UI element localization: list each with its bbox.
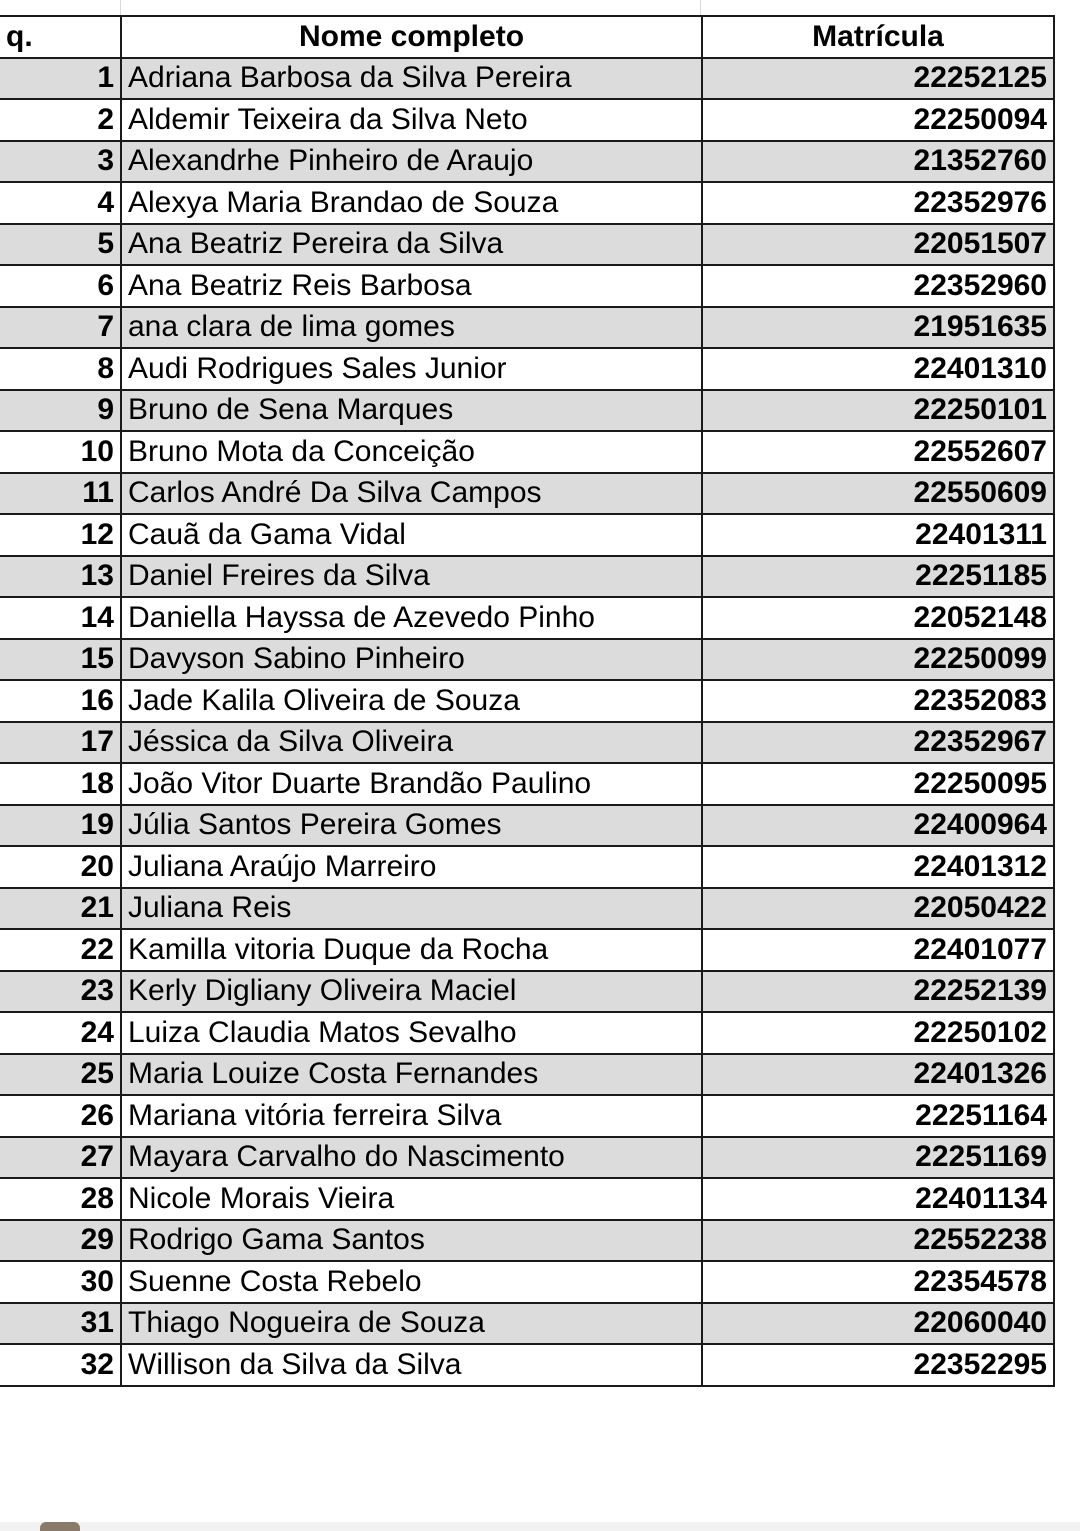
seq-cell: 8 <box>0 348 121 390</box>
name-cell: Kerly Digliany Oliveira Maciel <box>121 971 702 1013</box>
spreadsheet-top-strip <box>0 0 1080 16</box>
name-cell: Audi Rodrigues Sales Junior <box>121 348 702 390</box>
seq-cell: 4 <box>0 182 121 224</box>
seq-cell: 22 <box>0 929 121 971</box>
table-row <box>0 1261 1054 1303</box>
table-row <box>0 1220 1054 1262</box>
table-row <box>0 431 1054 473</box>
table-row <box>0 1344 1054 1386</box>
seq-cell: 2 <box>0 99 121 141</box>
seq-cell: 16 <box>0 680 121 722</box>
seq-cell: 10 <box>0 431 121 473</box>
seq-cell: 25 <box>0 1054 121 1096</box>
column-divider <box>700 0 701 16</box>
name-cell: Alexya Maria Brandao de Souza <box>121 182 702 224</box>
matricula-cell: 22250095 <box>702 763 1054 805</box>
name-cell: Kamilla vitoria Duque da Rocha <box>121 929 702 971</box>
seq-cell: 24 <box>0 1012 121 1054</box>
seq-cell: 13 <box>0 556 121 598</box>
name-cell: Ana Beatriz Reis Barbosa <box>121 265 702 307</box>
name-cell: Juliana Reis <box>121 888 702 930</box>
matricula-cell: 22251185 <box>702 556 1054 598</box>
matricula-cell: 22401311 <box>702 514 1054 556</box>
table-row <box>0 265 1054 307</box>
name-cell: ana clara de lima gomes <box>121 307 702 349</box>
table-row <box>0 1012 1054 1054</box>
seq-cell: 3 <box>0 141 121 183</box>
matricula-cell: 22352083 <box>702 680 1054 722</box>
table-row <box>0 846 1054 888</box>
matricula-cell: 22250101 <box>702 390 1054 432</box>
matricula-cell: 22252139 <box>702 971 1054 1013</box>
header-row <box>0 16 1054 58</box>
name-cell: João Vitor Duarte Brandão Paulino <box>121 763 702 805</box>
matricula-cell: 21352760 <box>702 141 1054 183</box>
table-row <box>0 1178 1054 1220</box>
name-cell: Bruno Mota da Conceição <box>121 431 702 473</box>
table-row <box>0 888 1054 930</box>
seq-cell: 19 <box>0 805 121 847</box>
table-row <box>0 182 1054 224</box>
matricula-cell: 22552238 <box>702 1220 1054 1262</box>
seq-cell: 29 <box>0 1220 121 1262</box>
table-row <box>0 971 1054 1013</box>
table-body <box>0 58 1054 1386</box>
matricula-cell: 21951635 <box>702 307 1054 349</box>
name-cell: Nicole Morais Vieira <box>121 1178 702 1220</box>
name-cell: Rodrigo Gama Santos <box>121 1220 702 1262</box>
name-cell: Maria Louize Costa Fernandes <box>121 1054 702 1096</box>
matricula-cell: 22352960 <box>702 265 1054 307</box>
name-cell: Thiago Nogueira de Souza <box>121 1303 702 1345</box>
seq-cell: 21 <box>0 888 121 930</box>
matricula-cell: 22354578 <box>702 1261 1054 1303</box>
seq-cell: 27 <box>0 1137 121 1179</box>
name-cell: Bruno de Sena Marques <box>121 390 702 432</box>
name-cell: Alexandrhe Pinheiro de Araujo <box>121 141 702 183</box>
seq-cell: 9 <box>0 390 121 432</box>
name-cell: Adriana Barbosa da Silva Pereira <box>121 58 702 100</box>
matricula-cell: 22552607 <box>702 431 1054 473</box>
seq-cell: 14 <box>0 597 121 639</box>
name-cell: Willison da Silva da Silva <box>121 1344 702 1386</box>
matricula-cell: 22352967 <box>702 722 1054 764</box>
header-seq: q. <box>0 16 121 58</box>
header-matricula: Matrícula <box>702 16 1054 58</box>
table-row <box>0 141 1054 183</box>
table-row <box>0 514 1054 556</box>
table-row <box>0 473 1054 515</box>
matricula-cell: 22401077 <box>702 929 1054 971</box>
student-table <box>0 15 1055 1387</box>
seq-cell: 1 <box>0 58 121 100</box>
table-row <box>0 597 1054 639</box>
table-row <box>0 1303 1054 1345</box>
table-row <box>0 639 1054 681</box>
seq-cell: 32 <box>0 1344 121 1386</box>
table-row <box>0 99 1054 141</box>
table-row <box>0 307 1054 349</box>
seq-cell: 12 <box>0 514 121 556</box>
table-row <box>0 224 1054 266</box>
seq-cell: 17 <box>0 722 121 764</box>
column-divider <box>120 0 121 16</box>
name-cell: Daniel Freires da Silva <box>121 556 702 598</box>
name-cell: Carlos André Da Silva Campos <box>121 473 702 515</box>
name-cell: Luiza Claudia Matos Sevalho <box>121 1012 702 1054</box>
matricula-cell: 22401310 <box>702 348 1054 390</box>
name-cell: Mariana vitória ferreira Silva <box>121 1095 702 1137</box>
matricula-cell: 22352976 <box>702 182 1054 224</box>
name-cell: Davyson Sabino Pinheiro <box>121 639 702 681</box>
header-name: Nome completo <box>121 16 702 58</box>
cropped-figure <box>40 1522 80 1531</box>
name-cell: Aldemir Teixeira da Silva Neto <box>121 99 702 141</box>
table-row <box>0 805 1054 847</box>
seq-cell: 30 <box>0 1261 121 1303</box>
table-row <box>0 1095 1054 1137</box>
matricula-cell: 22251164 <box>702 1095 1054 1137</box>
matricula-cell: 22401134 <box>702 1178 1054 1220</box>
name-cell: Cauã da Gama Vidal <box>121 514 702 556</box>
seq-cell: 5 <box>0 224 121 266</box>
matricula-cell: 22250099 <box>702 639 1054 681</box>
name-cell: Daniella Hayssa de Azevedo Pinho <box>121 597 702 639</box>
seq-cell: 26 <box>0 1095 121 1137</box>
matricula-cell: 22550609 <box>702 473 1054 515</box>
matricula-cell: 22250094 <box>702 99 1054 141</box>
name-cell: Júlia Santos Pereira Gomes <box>121 805 702 847</box>
matricula-cell: 22250102 <box>702 1012 1054 1054</box>
table-row <box>0 390 1054 432</box>
name-cell: Jéssica da Silva Oliveira <box>121 722 702 764</box>
matricula-cell: 22252125 <box>702 58 1054 100</box>
matricula-cell: 22060040 <box>702 1303 1054 1345</box>
seq-cell: 11 <box>0 473 121 515</box>
name-cell: Ana Beatriz Pereira da Silva <box>121 224 702 266</box>
table-row <box>0 1054 1054 1096</box>
table-row <box>0 58 1054 100</box>
name-cell: Mayara Carvalho do Nascimento <box>121 1137 702 1179</box>
seq-cell: 15 <box>0 639 121 681</box>
table-row <box>0 1137 1054 1179</box>
matricula-cell: 22401326 <box>702 1054 1054 1096</box>
name-cell: Suenne Costa Rebelo <box>121 1261 702 1303</box>
table-row <box>0 929 1054 971</box>
seq-cell: 20 <box>0 846 121 888</box>
matricula-cell: 22051507 <box>702 224 1054 266</box>
matricula-cell: 22050422 <box>702 888 1054 930</box>
seq-cell: 18 <box>0 763 121 805</box>
name-cell: Juliana Araújo Marreiro <box>121 846 702 888</box>
bottom-edge <box>0 1522 1080 1531</box>
table-row <box>0 556 1054 598</box>
matricula-cell: 22251169 <box>702 1137 1054 1179</box>
matricula-cell: 22352295 <box>702 1344 1054 1386</box>
matricula-cell: 22401312 <box>702 846 1054 888</box>
table-row <box>0 763 1054 805</box>
matricula-cell: 22400964 <box>702 805 1054 847</box>
seq-cell: 7 <box>0 307 121 349</box>
seq-cell: 31 <box>0 1303 121 1345</box>
seq-cell: 28 <box>0 1178 121 1220</box>
table-row <box>0 348 1054 390</box>
seq-cell: 23 <box>0 971 121 1013</box>
table-row <box>0 722 1054 764</box>
seq-cell: 6 <box>0 265 121 307</box>
table-row <box>0 680 1054 722</box>
name-cell: Jade Kalila Oliveira de Souza <box>121 680 702 722</box>
matricula-cell: 22052148 <box>702 597 1054 639</box>
